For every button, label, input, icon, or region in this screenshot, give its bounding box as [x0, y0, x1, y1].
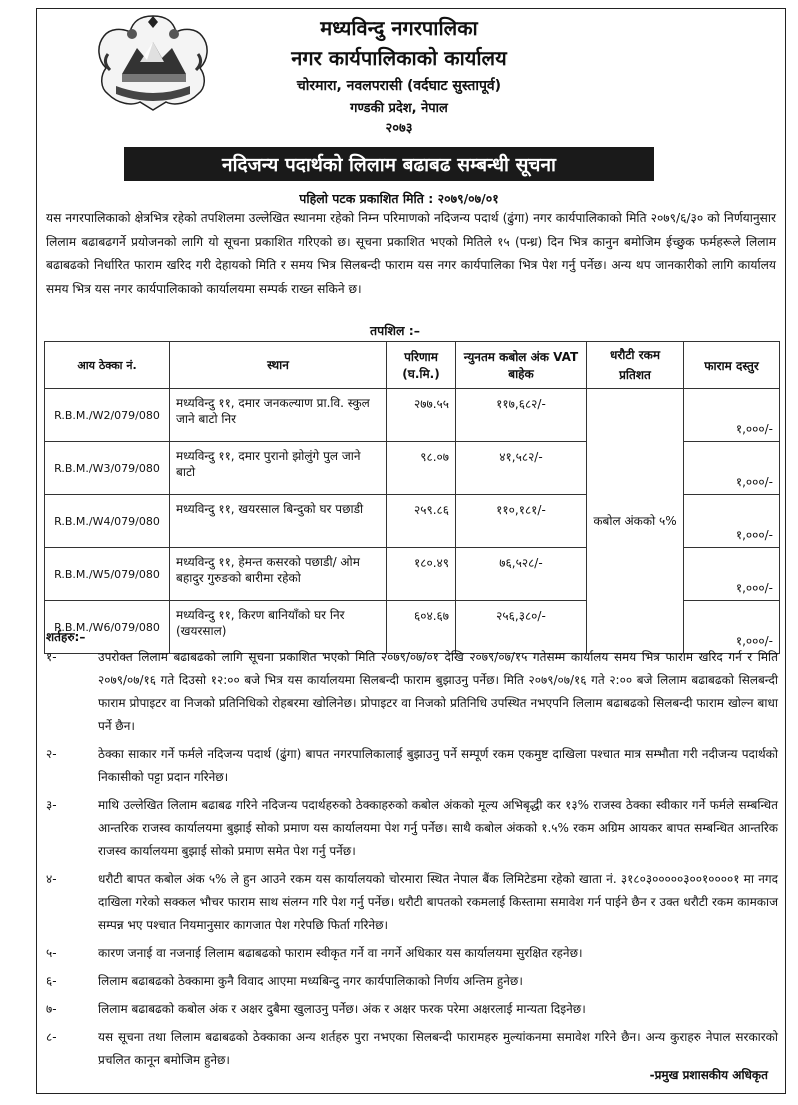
condition-text: धरौटी बापत कबोल अंक ५% ले हुन आउने रकम यस कार्यालयको चोरमारा स्थित नेपाल बैंक लिमिटेडमा रहेको खाता नं. ३१८०३०००००३००१००००१ मा नगद दाखिला गरेको सक्कल भौचर फाराम साथ संलग्न गरि पेश गर्नु पर्नेछ। धरौटी बापतको रकमलाई किस्तामा समावेश गर्न पाईने छैन र उक्त धरौटी रकम कामकाज सम्पन्न भए पश्चात नियमानुसार कागजात पेश गरेपछि फिर्ता गरिनेछ।	[98, 872, 778, 932]
condition-item	[46, 794, 778, 863]
cell-code: R.B.M./W5/079/080	[45, 548, 170, 601]
cell-code: R.B.M./W6/079/080	[45, 601, 170, 654]
condition-item	[46, 942, 778, 965]
cell-fee: १,०००/-	[684, 548, 780, 601]
schedule-label: तपशिल :–	[370, 323, 421, 338]
office-name: नगर कार्यपालिकाको कार्यालय	[291, 46, 507, 70]
cell-min-bid: ११७,६८२/-	[456, 389, 587, 442]
cell-quantity: १८०.४९	[387, 548, 456, 601]
signature-line: -प्रमुख प्रशासकीय अधिकृत	[649, 1068, 768, 1082]
condition-text: लिलाम बढाबढको ठेक्कामा कुनै विवाद आएमा मध्यबिन्दु नगर कार्यपालिकाको निर्णय अन्तिम हुनेछ।	[98, 974, 523, 988]
condition-item	[46, 998, 778, 1021]
cell-quantity: ६०४.६७	[387, 601, 456, 654]
condition-number: ६-	[46, 974, 57, 988]
condition-text: उपरोक्त लिलाम बढाबढको लागि सूचना प्रकाशित भएको मिति २०७९/०७/०१ देखि २०७९/०७/१५ गतेसम्म कार्यालय समय भित्र फाराम खरिद गर्न र मिति २०७९/०७/१६ गते दिउसो १२:०० बजे भित्र यस कार्यालयमा सिलबन्दी फाराम बुझाउनु पर्नेछ। मिति २०७९/०७/१६ गते २:०० बजे लिलाम बढाबढको सिलबन्दी फाराम प्रोपाइटर वा निजको प्रतिनिधिको रोहबरमा खोलिनेछ। प्रोपाइटर वा निजको प्रतिनिधि उपस्थित नभएपनि लिलाम बढाबढको सिलबन्दी फाराम खोल्न बाधा पर्ने छैन।	[98, 650, 778, 733]
municipality-name: मध्यविन्दु नगरपालिका	[320, 16, 478, 40]
condition-text: ठेक्का साकार गर्ने फर्मले नदिजन्य पदार्थ (ढुंगा) बापत नगरपालिकालाई बुझाउनु पर्ने सम्पूर्ण रकम एकमुष्ट दाखिला पश्चात मात्र सम्भौता गरी नदीजन्य पदार्थको निकासीको पट्टा प्रदान गरिनेछ।	[98, 747, 778, 784]
cell-location: मध्यविन्दु ११, किरण बानियाँको घर निर (खयरसाल)	[170, 601, 387, 654]
cell-min-bid: ७६,५२८/-	[456, 548, 587, 601]
cell-location: मध्यविन्दु ११, हेमन्त कसरको पछाडी/ ओम बहादुर गुरुङको बारीमा रहेको	[170, 548, 387, 601]
cell-location: मध्यविन्दु ११, खयरसाल बिन्दुको घर पछाडी	[170, 495, 387, 548]
condition-item	[46, 868, 778, 937]
table-header-row	[45, 342, 780, 389]
cell-quantity: २५९.८६	[387, 495, 456, 548]
cell-min-bid: ११०,१८१/-	[456, 495, 587, 548]
condition-item	[46, 646, 778, 738]
condition-text: यस सूचना तथा लिलाम बढाबढको ठेक्काका अन्य शर्तहरु पुरा नभएका सिलबन्दी फारामहरु मुल्यांकनमा समावेश गरिने छैन। अन्य कुराहरु नेपाल सरकारको प्रचलित कानून बमोजिम हुनेछ।	[98, 1030, 778, 1067]
table-row	[45, 389, 780, 442]
publish-date: पहिलो पटक प्रकाशित मिति : २०७९/०७/०१	[299, 191, 499, 206]
condition-item	[46, 970, 778, 993]
condition-text: कारण जनाई वा नजनाई लिलाम बढाबढको फाराम स्वीकृत गर्ने वा नगर्ने अधिकार यस कार्यालयमा सुरक्षित रहनेछ।	[98, 946, 583, 960]
condition-number: ३-	[46, 798, 57, 812]
col-header-location: स्थान	[170, 342, 387, 389]
cell-fee: १,०००/-	[684, 601, 780, 654]
intro-paragraph: यस नगरपालिकाको क्षेत्रभित्र रहेको तपशिलमा उल्लेखित स्थानमा रहेको निम्न परिमाणको नदिजन्य पदार्थ (ढुंगा) नगर कार्यपालिकाको मिति २०७९/६/३० को निर्णयानुसार लिलाम बढाबढगर्ने प्रयोजनको लागि यो सूचना प्रकाशित गरिएको छ। सूचना प्रकाशित भएको मितिले १५ (पन्ध्र) दिन भित्र कानुन बमोजिम ईच्छुक फर्महरूले लिलाम बढाबढको निर्धारित फाराम खरिद गरी देहायको मिति र समय भित्र सिलबन्दी फाराम यस नगर कार्यपालिका भित्र पेश गर्नु पर्नेछ। अन्य थप जानकारीको लागि कार्यालय समय भित्र यस नगर कार्यपालिकाको कार्यालयमा सम्पर्क राख्न सकिने छ।	[46, 211, 776, 296]
cell-min-bid: २५६,३८०/-	[456, 601, 587, 654]
condition-number: २-	[46, 747, 57, 761]
cell-deposit: कबोल अंकको ५%	[587, 389, 684, 654]
col-header-deposit: धरौटी रकम प्रतिशत	[587, 342, 684, 389]
cell-code: R.B.M./W4/079/080	[45, 495, 170, 548]
notice-title-banner	[124, 147, 654, 181]
condition-number: ५-	[46, 946, 57, 960]
cell-code: R.B.M./W2/079/080	[45, 389, 170, 442]
condition-number: ७-	[46, 1002, 57, 1016]
cell-quantity: ९८.०७	[387, 442, 456, 495]
col-header-code: आय ठेक्का नं.	[45, 342, 170, 389]
condition-number: १-	[46, 650, 57, 664]
cell-min-bid: ४१,५८२/-	[456, 442, 587, 495]
cell-fee: १,०००/-	[684, 389, 780, 442]
col-header-fee: फाराम दस्तुर	[684, 342, 780, 389]
conditions-heading: शर्तहरु:–	[46, 630, 86, 644]
province-line: गण्डकी प्रदेश, नेपाल	[350, 101, 448, 116]
notice-title: नदिजन्य पदार्थको लिलाम बढाबढ सम्बन्धी सूचना	[222, 154, 556, 176]
condition-text: लिलाम बढाबढको कबोल अंक र अक्षर दुबैमा खुलाउनु पर्नेछ। अंक र अक्षर फरक परेमा अक्षरलाई मान्यता दिइनेछ।	[98, 1002, 586, 1016]
cell-location: मध्यविन्दु ११, दमार पुरानो झोलुंगे पुल जाने बाटो	[170, 442, 387, 495]
col-header-quantity: परिणाम (घ.मि.)	[387, 342, 456, 389]
conditions-list	[46, 646, 778, 1077]
establishment-year: २०७३	[385, 121, 413, 136]
cell-fee: १,०००/-	[684, 495, 780, 548]
condition-number: ८-	[46, 1030, 57, 1044]
col-header-min-bid: न्युनतम कबोल अंक VAT बाहेक	[456, 342, 587, 389]
condition-item	[46, 743, 778, 789]
condition-number: ४-	[46, 872, 57, 886]
condition-text: माथि उल्लेखित लिलाम बढाबढ गरिने नदिजन्य पदार्थहरुको ठेक्काहरुको कबोल अंकको मूल्य अभिबृद्धी कर १३% राजस्व ठेक्का स्वीकार गर्ने फर्मले सम्बन्धित आन्तरिक राजस्व कार्यालयमा बुझाई सोको प्रमाण यस कार्यालयमा पेश गर्नु पर्नेछ। साथै कबोल अंकको १.५% रकम अग्रिम आयकर बापत सम्बन्धित आन्तरिक राजस्व कार्यालयमा बुझाई सोको प्रमाण समेत पेश गर्नु पर्नेछ।	[98, 798, 778, 858]
auction-table	[44, 341, 780, 654]
cell-code: R.B.M./W3/079/080	[45, 442, 170, 495]
cell-quantity: २७७.५५	[387, 389, 456, 442]
cell-fee: १,०००/-	[684, 442, 780, 495]
cell-location: मध्यविन्दु ११, दमार जनकल्याण प्रा.वि. स्कुल जाने बाटो निर	[170, 389, 387, 442]
office-address: चोरमारा, नवलपरासी (वर्दघाट सुस्तापूर्व)	[296, 78, 502, 94]
